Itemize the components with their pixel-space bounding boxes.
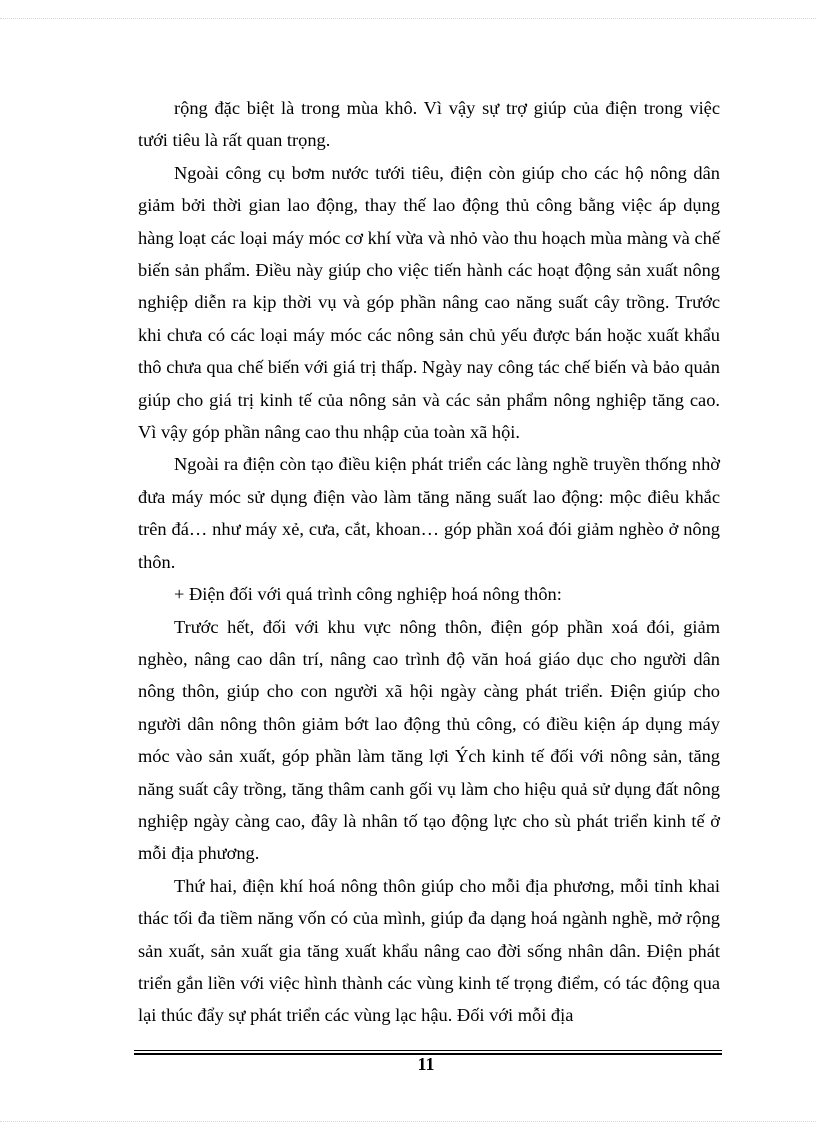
paragraph-second-point: Thứ hai, điện khí hoá nông thôn giúp cho mỗi địa phương, mỗi tỉnh khai thác tối đa tiềm năng vốn có của mình, giúp đa dạng hoá ngành nghề, mở rộng sản xuất, sản xuất gia tăng xuất khẩu nâng cao đời sống nhân dân. Điện phát triển gắn liền với việc hình thành các vùng kinh tế trọng điểm, có tác động qua lại thúc đẩy sự phát triển các vùng lạc hậu. Đối với mỗi địa: [138, 875, 720, 1026]
page-top-border: [0, 18, 816, 19]
paragraph-traditional-crafts: Ngoài ra điện còn tạo điều kiện phát triển các làng nghề truyền thống nhờ đưa máy móc sử dụng điện vào làm tăng năng suất lao động: mộc điêu khắc trên đá… như máy xẻ, cưa, cắt, khoan… góp phần xoá đói giảm nghèo ở nông thôn.: [138, 454, 720, 572]
paragraph-continuation: rộng đặc biệt là trong mùa khô. Vì vậy sự trợ giúp của điện trong việc tưới tiêu là rất quan trọng.: [138, 98, 720, 151]
footer-rule-thin: [134, 1050, 722, 1051]
page-number: 11: [417, 1054, 435, 1074]
paragraph-electric-machinery: Ngoài công cụ bơm nước tưới tiêu, điện còn giúp cho các hộ nông dân giảm bởi thời gian lao động, thay thế lao động thủ công bằng việc áp dụng hàng loạt các loại máy móc cơ khí vừa và nhỏ vào thu hoạch mùa màng và chế biến sản phẩm. Điều này giúp cho việc tiến hành các hoạt động sản xuất nông nghiệp diễn ra kịp thời vụ và góp phần nâng cao năng suất cây trồng. Trước khi chưa có các loại máy móc các nông sản chủ yếu được bán hoặc xuất khẩu thô chưa qua chế biến với giá trị thấp. Ngày nay công tác chế biến và bảo quản giúp cho giá trị kinh tế của nông sản và các sản phẩm nông nghiệp tăng cao. Vì vậy góp phần nâng cao thu nhập của toàn xã hội.: [138, 162, 720, 443]
paragraph-industrialization-heading: + Điện đối với quá trình công nghiệp hoá nông thôn:: [174, 584, 562, 605]
body-text: [138, 92, 720, 1032]
page-bottom-border: [0, 1121, 816, 1122]
paragraph-first-point: Trước hết, đối với khu vực nông thôn, điện góp phần xoá đói, giảm nghèo, nâng cao dân trí, nâng cao trình độ văn hoá giáo dục cho người dân nông thôn, giúp cho con người xã hội ngày càng phát triển. Điện giúp cho người dân nông thôn giảm bớt lao động thủ công, có điều kiện áp dụng máy móc vào sản xuất, góp phần làm tăng lợi Ých kinh tế đối với nông sản, tăng năng suất cây trồng, tăng thâm canh gối vụ làm cho hiệu quả sử dụng đất nông nghiệp ngày càng cao, đây là nhân tố tạo động lực cho sù phát triển kinh tế ở mỗi địa phương.: [138, 616, 720, 864]
